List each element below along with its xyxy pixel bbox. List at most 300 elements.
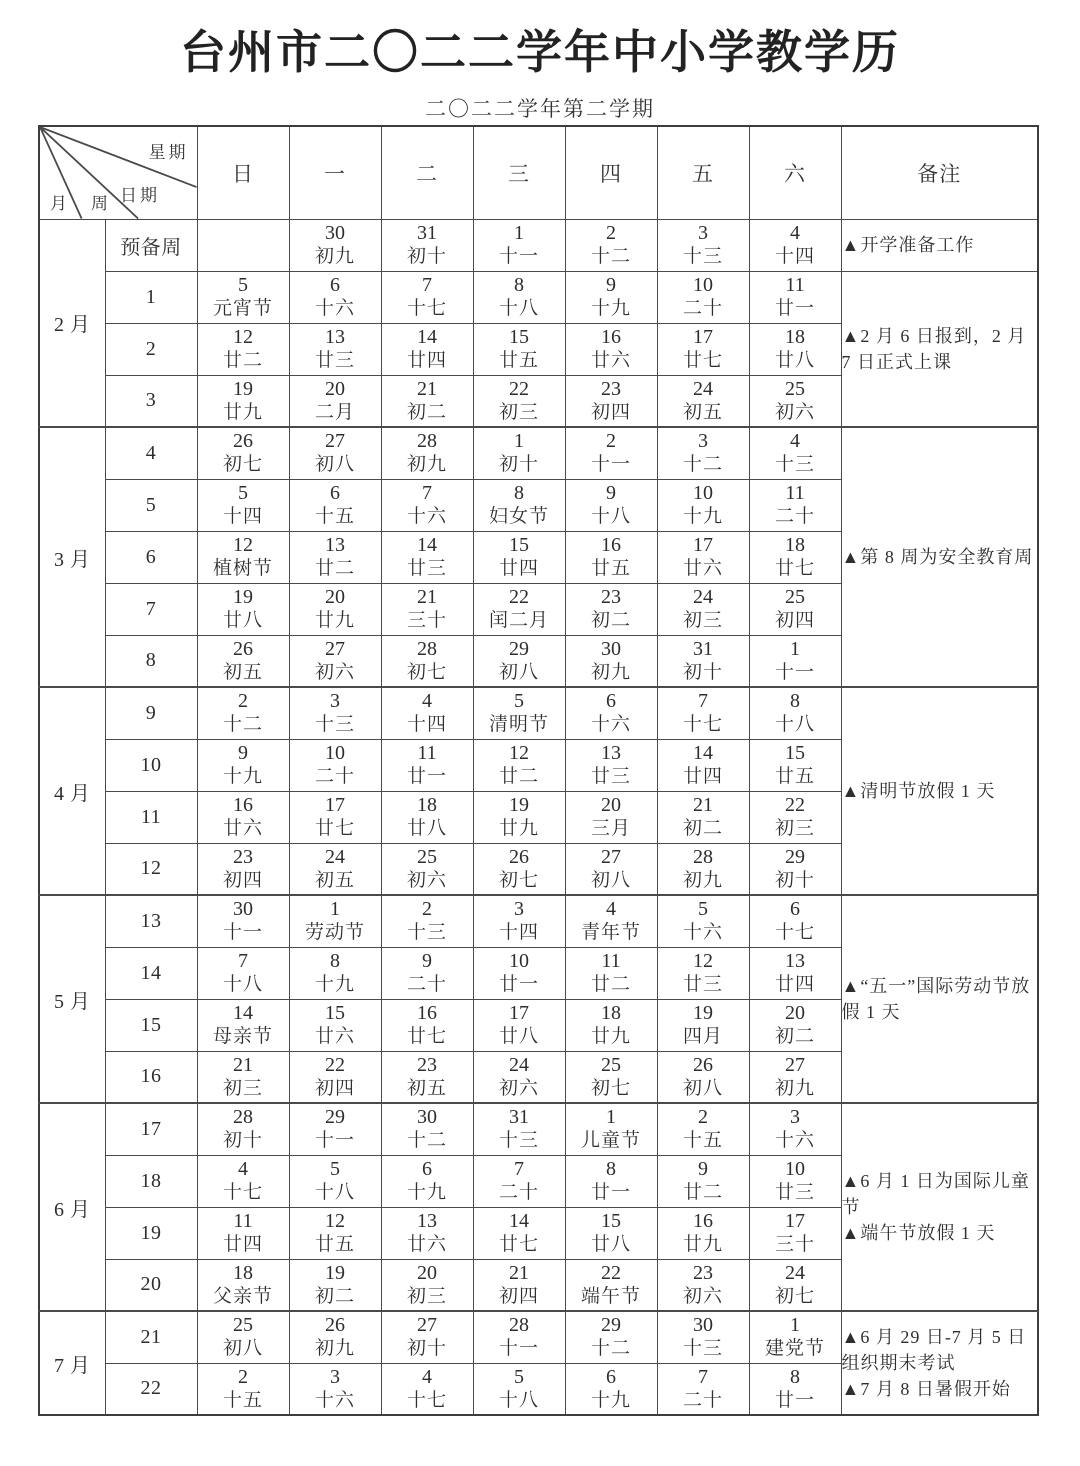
- lunar-or-festival-label: 初十: [498, 454, 539, 476]
- lunar-or-festival-label: 初七: [590, 1077, 631, 1099]
- remark-cell: [841, 895, 1038, 1103]
- lunar-or-festival-label: 廿七: [682, 350, 723, 371]
- lunar-or-festival-label: 十八: [590, 506, 631, 527]
- day-number: 30: [601, 637, 621, 660]
- day-cell: [565, 323, 657, 375]
- day-number: 11: [417, 742, 437, 764]
- day-number: 26: [509, 845, 529, 868]
- day-number: 12: [325, 1210, 345, 1232]
- lunar-or-festival-label: 十八: [498, 1389, 539, 1411]
- day-cell: [565, 1259, 657, 1311]
- week-row: [39, 1311, 1038, 1363]
- lunar-or-festival-label: 二十: [682, 1389, 723, 1411]
- lunar-or-festival-label: 廿八: [590, 1234, 631, 1255]
- lunar-or-festival-label: 十三: [682, 246, 723, 267]
- lunar-or-festival-label: 廿八: [406, 818, 447, 839]
- day-number: 23: [601, 586, 621, 608]
- lunar-or-festival-label: 廿一: [590, 1182, 631, 1203]
- lunar-or-festival-label: 初九: [314, 1338, 355, 1360]
- day-number: 4: [790, 430, 800, 453]
- day-number: 26: [233, 637, 253, 660]
- day-number: 24: [693, 377, 713, 400]
- lunar-or-festival-label: 十七: [406, 298, 447, 319]
- day-number: 5: [330, 1158, 340, 1180]
- remark-cell: [841, 1311, 1038, 1415]
- day-cell: [289, 479, 381, 531]
- day-cell: [657, 1259, 749, 1311]
- lunar-or-festival-label: 十八: [498, 298, 539, 319]
- day-cell: [381, 1051, 473, 1103]
- day-number: 27: [325, 430, 345, 453]
- lunar-or-festival-label: 廿一: [406, 766, 447, 787]
- lunar-or-festival-label: 四月: [682, 1026, 723, 1047]
- lunar-or-festival-label: 初六: [406, 869, 447, 891]
- day-cell: [289, 1259, 381, 1311]
- day-cell: [289, 1103, 381, 1155]
- lunar-or-festival-label: 初八: [314, 454, 355, 476]
- lunar-or-festival-label: 廿四: [682, 766, 723, 787]
- day-cell: [565, 1155, 657, 1207]
- day-number: 4: [422, 1365, 432, 1388]
- lunar-or-festival-label: 初五: [682, 401, 723, 423]
- day-number: 22: [601, 1261, 621, 1284]
- lunar-or-festival-label: 初十: [222, 1130, 263, 1152]
- day-cell: [565, 479, 657, 531]
- day-cell: [289, 791, 381, 843]
- corner-weeknum-label: 周: [91, 193, 111, 213]
- day-cell: [565, 375, 657, 427]
- day-cell: [473, 427, 565, 479]
- day-cell: [473, 1311, 565, 1363]
- lunar-or-festival-label: 初八: [498, 661, 539, 683]
- day-cell: [565, 739, 657, 791]
- day-number: 5: [698, 898, 708, 921]
- day-number: 19: [509, 794, 529, 816]
- month-cell: 6 月: [39, 1103, 105, 1311]
- day-number: 7: [698, 690, 708, 713]
- lunar-or-festival-label: 清明节: [488, 714, 549, 736]
- remark-text: ▲清明节放假 1 天: [841, 781, 996, 801]
- day-number: 8: [790, 690, 800, 713]
- day-cell: [289, 1155, 381, 1207]
- day-cell: [197, 895, 289, 947]
- day-number: 20: [785, 1002, 805, 1024]
- lunar-or-festival-label: 初三: [406, 1285, 447, 1307]
- lunar-or-festival-label: 十八: [774, 714, 815, 736]
- lunar-or-festival-label: 十九: [406, 1182, 447, 1203]
- day-number: 17: [785, 1210, 805, 1232]
- day-cell: [197, 427, 289, 479]
- lunar-or-festival-label: 初六: [498, 1077, 539, 1099]
- lunar-or-festival-label: 初三: [222, 1077, 263, 1099]
- day-cell: [565, 427, 657, 479]
- week-number-cell: 11: [105, 791, 197, 843]
- week-number-cell: 20: [105, 1259, 197, 1311]
- day-number: 9: [422, 950, 432, 972]
- day-cell: [197, 479, 289, 531]
- day-cell: [473, 1363, 565, 1415]
- day-cell: [473, 271, 565, 323]
- day-cell: [381, 1311, 473, 1363]
- day-number: 28: [417, 637, 437, 660]
- day-number: 28: [417, 430, 437, 453]
- day-cell: [289, 583, 381, 635]
- day-number: 6: [606, 1365, 616, 1388]
- day-cell: [749, 999, 841, 1051]
- lunar-or-festival-label: 建党节: [764, 1338, 825, 1360]
- day-cell: [749, 1103, 841, 1155]
- day-cell: [749, 1051, 841, 1103]
- day-cell: [381, 999, 473, 1051]
- day-cell: [197, 1155, 289, 1207]
- day-cell: [657, 583, 749, 635]
- day-number: 4: [238, 1158, 248, 1180]
- day-number: 12: [233, 326, 253, 348]
- lunar-or-festival-label: 二十: [314, 766, 355, 787]
- week-number-cell: 16: [105, 1051, 197, 1103]
- day-number: 17: [325, 794, 345, 816]
- day-cell: [381, 219, 473, 271]
- day-cell: [657, 479, 749, 531]
- day-number: 17: [509, 1002, 529, 1024]
- lunar-or-festival-label: 初七: [774, 1285, 815, 1307]
- day-header-sun: 日: [197, 126, 289, 219]
- lunar-or-festival-label: 廿三: [406, 558, 447, 579]
- day-cell: [197, 999, 289, 1051]
- day-cell: [381, 479, 473, 531]
- day-cell: [749, 947, 841, 999]
- lunar-or-festival-label: 十四: [406, 714, 447, 736]
- lunar-or-festival-label: 十七: [222, 1182, 263, 1203]
- lunar-or-festival-label: 初五: [406, 1077, 447, 1099]
- day-cell: [473, 895, 565, 947]
- day-cell: [381, 583, 473, 635]
- lunar-or-festival-label: 元宵节: [212, 298, 273, 319]
- lunar-or-festival-label: 十一: [314, 1130, 355, 1152]
- lunar-or-festival-label: 闰二月: [488, 610, 549, 631]
- day-cell: [197, 1051, 289, 1103]
- remark-text: ▲“五一”国际劳动节放假 1 天: [841, 976, 1031, 1022]
- day-cell: [565, 843, 657, 895]
- lunar-or-festival-label: 十五: [314, 506, 355, 527]
- lunar-or-festival-label: 初四: [590, 401, 631, 423]
- day-cell: [473, 219, 565, 271]
- day-cell: [381, 531, 473, 583]
- day-cell: [473, 843, 565, 895]
- day-cell: [197, 635, 289, 687]
- lunar-or-festival-label: 初三: [682, 610, 723, 631]
- day-number: 22: [509, 586, 529, 608]
- day-number: 28: [509, 1314, 529, 1337]
- lunar-or-festival-label: 妇女节: [488, 506, 549, 527]
- day-number: 28: [233, 1106, 253, 1129]
- day-number: 10: [785, 1158, 805, 1180]
- day-number: 6: [422, 1158, 432, 1180]
- lunar-or-festival-label: 十七: [774, 922, 815, 944]
- remark-text: ▲6 月 1 日为国际儿童节: [841, 1171, 1030, 1217]
- day-number: 19: [233, 586, 253, 608]
- month-cell: 7 月: [39, 1311, 105, 1415]
- lunar-or-festival-label: 初九: [590, 661, 631, 683]
- day-cell: [289, 375, 381, 427]
- day-number: 19: [693, 1002, 713, 1024]
- day-cell: [657, 791, 749, 843]
- week-number-cell: 4: [105, 427, 197, 479]
- lunar-or-festival-label: 十二: [590, 246, 631, 267]
- day-number: 21: [509, 1261, 529, 1284]
- day-number: 10: [693, 482, 713, 504]
- day-number: 5: [238, 274, 248, 296]
- lunar-or-festival-label: 十七: [406, 1389, 447, 1411]
- day-cell: [749, 1259, 841, 1311]
- week-number-cell: 10: [105, 739, 197, 791]
- day-number: 9: [606, 274, 616, 296]
- day-number: 4: [422, 690, 432, 713]
- lunar-or-festival-label: 初二: [406, 401, 447, 423]
- day-cell: [197, 947, 289, 999]
- lunar-or-festival-label: 十三: [406, 922, 447, 944]
- week-number-cell: 3: [105, 375, 197, 427]
- lunar-or-festival-label: 廿七: [774, 558, 815, 579]
- lunar-or-festival-label: 二十: [498, 1182, 539, 1203]
- day-cell: [657, 1207, 749, 1259]
- lunar-or-festival-label: 三十: [406, 610, 447, 631]
- day-cell: [381, 687, 473, 739]
- day-cell: [657, 843, 749, 895]
- lunar-or-festival-label: 初三: [498, 401, 539, 423]
- day-number: 6: [330, 274, 340, 296]
- page-subtitle: 二〇二二学年第二学期: [425, 97, 655, 121]
- day-number: 16: [601, 534, 621, 556]
- lunar-or-festival-label: 二十: [682, 298, 723, 319]
- day-cell: [289, 739, 381, 791]
- day-cell: [197, 791, 289, 843]
- day-number: 12: [233, 534, 253, 556]
- day-cell: [749, 427, 841, 479]
- day-cell: [197, 531, 289, 583]
- week-number-cell: 18: [105, 1155, 197, 1207]
- week-number-cell: 预备周: [105, 219, 197, 271]
- lunar-or-festival-label: 十九: [682, 506, 723, 527]
- lunar-or-festival-label: 十六: [774, 1130, 815, 1152]
- lunar-or-festival-label: 廿二: [222, 350, 263, 371]
- day-number: 9: [238, 742, 248, 764]
- day-number: 14: [417, 534, 437, 556]
- lunar-or-festival-label: 廿五: [314, 1234, 355, 1255]
- week-number-cell: 8: [105, 635, 197, 687]
- day-number: 1: [790, 637, 800, 660]
- day-number: 5: [238, 482, 248, 504]
- day-cell: [197, 1363, 289, 1415]
- lunar-or-festival-label: 十二: [406, 1130, 447, 1152]
- day-number: 13: [325, 534, 345, 556]
- day-cell: [197, 843, 289, 895]
- lunar-or-festival-label: 廿九: [222, 401, 263, 423]
- day-number: 31: [509, 1106, 529, 1129]
- day-cell: [473, 687, 565, 739]
- day-number: 18: [233, 1261, 253, 1284]
- lunar-or-festival-label: 三十: [774, 1234, 815, 1255]
- day-number: 20: [601, 794, 621, 816]
- day-number: 5: [514, 690, 524, 713]
- day-cell: [473, 635, 565, 687]
- day-number: 19: [325, 1261, 345, 1284]
- day-number: 6: [330, 482, 340, 504]
- day-cell: [197, 1207, 289, 1259]
- lunar-or-festival-label: 二十: [406, 974, 447, 995]
- day-cell: [473, 791, 565, 843]
- day-number: 30: [693, 1314, 713, 1337]
- lunar-or-festival-label: 二十: [774, 506, 815, 527]
- day-number: 2: [606, 222, 616, 244]
- day-number: 3: [698, 222, 708, 244]
- page-title: 台州市二〇二二学年中小学教学历: [180, 27, 900, 78]
- corner-date-label: 日期: [120, 186, 160, 205]
- day-cell: [289, 843, 381, 895]
- day-number: 8: [790, 1365, 800, 1388]
- lunar-or-festival-label: 十一: [498, 246, 539, 267]
- remark-text: ▲端午节放假 1 天: [841, 1223, 996, 1243]
- day-number: 2: [422, 898, 432, 921]
- day-cell: [749, 323, 841, 375]
- lunar-or-festival-label: 十六: [406, 506, 447, 527]
- lunar-or-festival-label: 十九: [590, 1389, 631, 1411]
- lunar-or-festival-label: 廿三: [314, 350, 355, 371]
- lunar-or-festival-label: 初十: [406, 246, 447, 267]
- day-number: 30: [233, 898, 253, 921]
- header-row: [39, 126, 1038, 219]
- day-cell: [381, 1155, 473, 1207]
- lunar-or-festival-label: 廿五: [590, 558, 631, 579]
- day-cell: [657, 271, 749, 323]
- day-number: 10: [325, 742, 345, 764]
- lunar-or-festival-label: 廿二: [314, 558, 355, 579]
- week-number-cell: 17: [105, 1103, 197, 1155]
- day-cell: [473, 1207, 565, 1259]
- remark-cell: [841, 427, 1038, 687]
- day-cell: [749, 687, 841, 739]
- day-number: 8: [514, 274, 524, 296]
- day-number: 15: [785, 742, 805, 764]
- day-cell: [289, 895, 381, 947]
- lunar-or-festival-label: 十一: [498, 1338, 539, 1360]
- lunar-or-festival-label: 初八: [222, 1338, 263, 1360]
- lunar-or-festival-label: 十六: [314, 1389, 355, 1411]
- week-row: [39, 219, 1038, 271]
- day-number: 9: [698, 1158, 708, 1180]
- lunar-or-festival-label: 十二: [590, 1338, 631, 1360]
- day-number: 18: [601, 1002, 621, 1024]
- day-number: 12: [693, 950, 713, 972]
- day-cell: [657, 1155, 749, 1207]
- lunar-or-festival-label: 廿九: [590, 1026, 631, 1047]
- day-number: 14: [233, 1002, 253, 1024]
- day-number: 14: [417, 326, 437, 348]
- day-cell: [289, 271, 381, 323]
- day-number: 7: [698, 1365, 708, 1388]
- day-number: 1: [514, 222, 524, 244]
- day-cell: [749, 1155, 841, 1207]
- day-cell: [565, 1311, 657, 1363]
- day-number: 2: [606, 430, 616, 453]
- day-cell: [657, 947, 749, 999]
- day-cell: [657, 427, 749, 479]
- week-row: [39, 271, 1038, 323]
- day-number: 27: [417, 1314, 437, 1337]
- lunar-or-festival-label: 青年节: [580, 922, 641, 944]
- lunar-or-festival-label: 十三: [314, 714, 355, 736]
- day-number: 31: [693, 637, 713, 660]
- day-cell: [657, 1103, 749, 1155]
- lunar-or-festival-label: 初九: [314, 246, 355, 267]
- lunar-or-festival-label: 初七: [406, 661, 447, 683]
- day-number: 24: [509, 1053, 529, 1076]
- lunar-or-festival-label: 廿三: [590, 766, 631, 787]
- day-number: 20: [325, 586, 345, 608]
- lunar-or-festival-label: 初六: [774, 401, 815, 423]
- corner-week-label: 星期: [148, 143, 189, 162]
- day-cell: [473, 1155, 565, 1207]
- day-number: 23: [233, 845, 253, 868]
- day-cell: [381, 1103, 473, 1155]
- day-number: 1: [606, 1106, 616, 1129]
- day-number: 25: [785, 586, 805, 608]
- day-number: 15: [509, 534, 529, 556]
- day-number: 22: [785, 794, 805, 816]
- lunar-or-festival-label: 十三: [774, 454, 815, 476]
- day-cell: [749, 531, 841, 583]
- day-cell: [565, 1363, 657, 1415]
- day-number: 18: [785, 326, 805, 348]
- lunar-or-festival-label: 植树节: [212, 558, 273, 579]
- day-cell: [197, 323, 289, 375]
- day-number: 13: [601, 742, 621, 764]
- lunar-or-festival-label: 廿七: [314, 818, 355, 839]
- lunar-or-festival-label: 初八: [682, 1077, 723, 1099]
- week-number-cell: 21: [105, 1311, 197, 1363]
- lunar-or-festival-label: 廿三: [774, 1182, 815, 1203]
- day-number: 15: [325, 1002, 345, 1024]
- day-cell: [749, 271, 841, 323]
- day-cell: [749, 791, 841, 843]
- day-number: 12: [509, 742, 529, 764]
- day-number: 24: [785, 1261, 805, 1284]
- lunar-or-festival-label: 初六: [314, 661, 355, 683]
- day-cell: [473, 947, 565, 999]
- lunar-or-festival-label: 初二: [314, 1285, 355, 1307]
- day-cell: [381, 1207, 473, 1259]
- lunar-or-festival-label: 十六: [314, 298, 355, 319]
- day-number: 10: [693, 274, 713, 296]
- day-number: 18: [785, 534, 805, 556]
- day-cell: [749, 739, 841, 791]
- lunar-or-festival-label: 廿四: [406, 350, 447, 371]
- lunar-or-festival-label: 廿九: [498, 818, 539, 839]
- day-header-thu: 四: [565, 126, 657, 219]
- day-number: 8: [514, 482, 524, 504]
- lunar-or-festival-label: 廿四: [222, 1234, 263, 1255]
- lunar-or-festival-label: 廿六: [314, 1026, 355, 1047]
- day-number: 4: [606, 898, 616, 921]
- lunar-or-festival-label: 十九: [222, 766, 263, 787]
- lunar-or-festival-label: 初五: [222, 661, 263, 683]
- day-cell: [197, 1259, 289, 1311]
- day-number: 17: [693, 326, 713, 348]
- lunar-or-festival-label: 初九: [774, 1077, 815, 1099]
- day-cell: [381, 843, 473, 895]
- lunar-or-festival-label: 廿八: [498, 1026, 539, 1047]
- lunar-or-festival-label: 廿一: [498, 974, 539, 995]
